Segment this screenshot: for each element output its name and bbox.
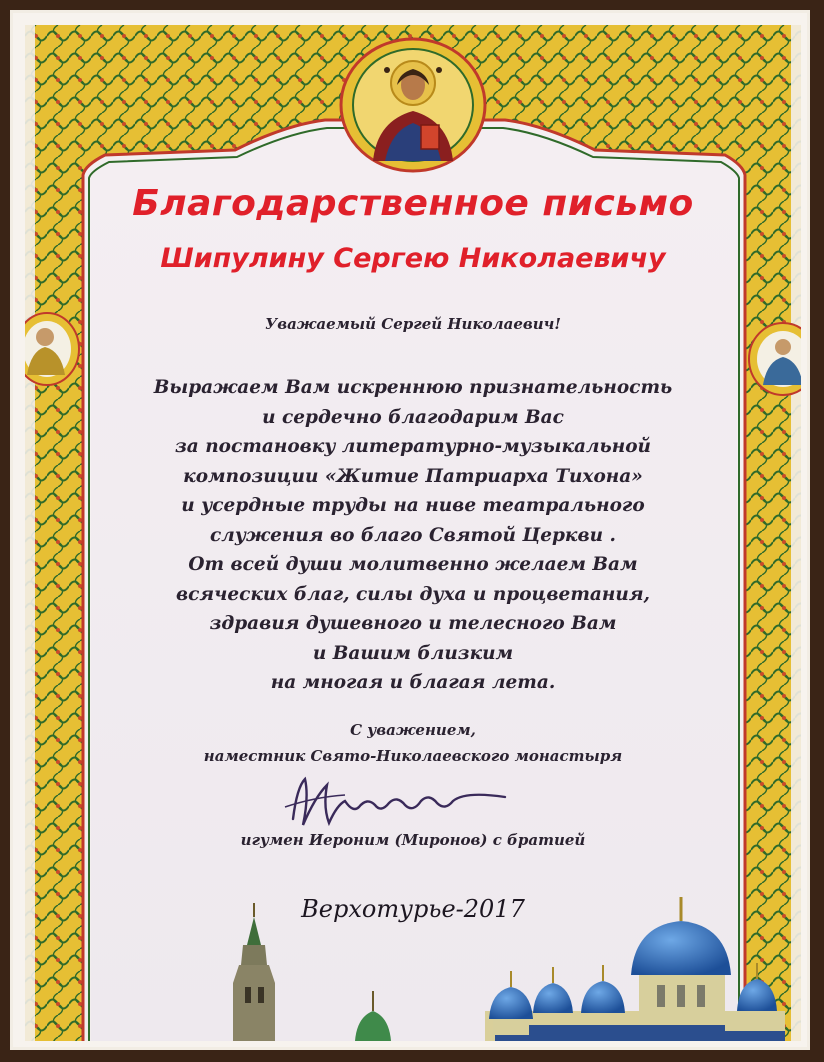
- greeting-line: Уважаемый Сергей Николаевич!: [265, 315, 561, 333]
- body-line: Выражаем Вам искреннюю признательность: [153, 377, 673, 398]
- body-line: на многая и благая лета.: [270, 672, 556, 693]
- place-and-year: Верхотурье-2017: [301, 895, 525, 923]
- certificate-paper: [25, 25, 801, 1041]
- body-line: композиции «Житие Патриарха Тихона»: [183, 465, 643, 487]
- body-text: [25, 373, 801, 698]
- christ-icon: [341, 39, 485, 171]
- body-line: и Вашим близким: [312, 642, 514, 664]
- signer-name: игумен Иероним (Миронов) с братией: [240, 831, 586, 849]
- body-line: и усердные труды на ниве театрального: [181, 495, 645, 516]
- regards-title: наместник Свято-Николаевского монастыря: [203, 747, 623, 765]
- body-line: служения во благо Святой Церкви .: [210, 524, 616, 546]
- regards-block: [25, 717, 801, 769]
- body-line: здравия душевного и телесного Вам: [209, 613, 617, 634]
- white-mat-border: [10, 10, 810, 1050]
- body-line: и сердечно благодарим Вас: [262, 406, 564, 428]
- body-line: От всей души молитвенно желаем Вам: [188, 554, 638, 575]
- recipient-name: Шипулину Сергею Николаевичу: [160, 243, 666, 274]
- body-line: всяческих благ, силы духа и процветания,: [176, 583, 650, 605]
- certificate-title: Благодарственное письмо: [132, 183, 694, 224]
- body-line: за постановку литературно-музыкальной: [174, 436, 651, 457]
- regards-line: С уважением,: [350, 721, 476, 739]
- handwritten-signature: [275, 767, 515, 837]
